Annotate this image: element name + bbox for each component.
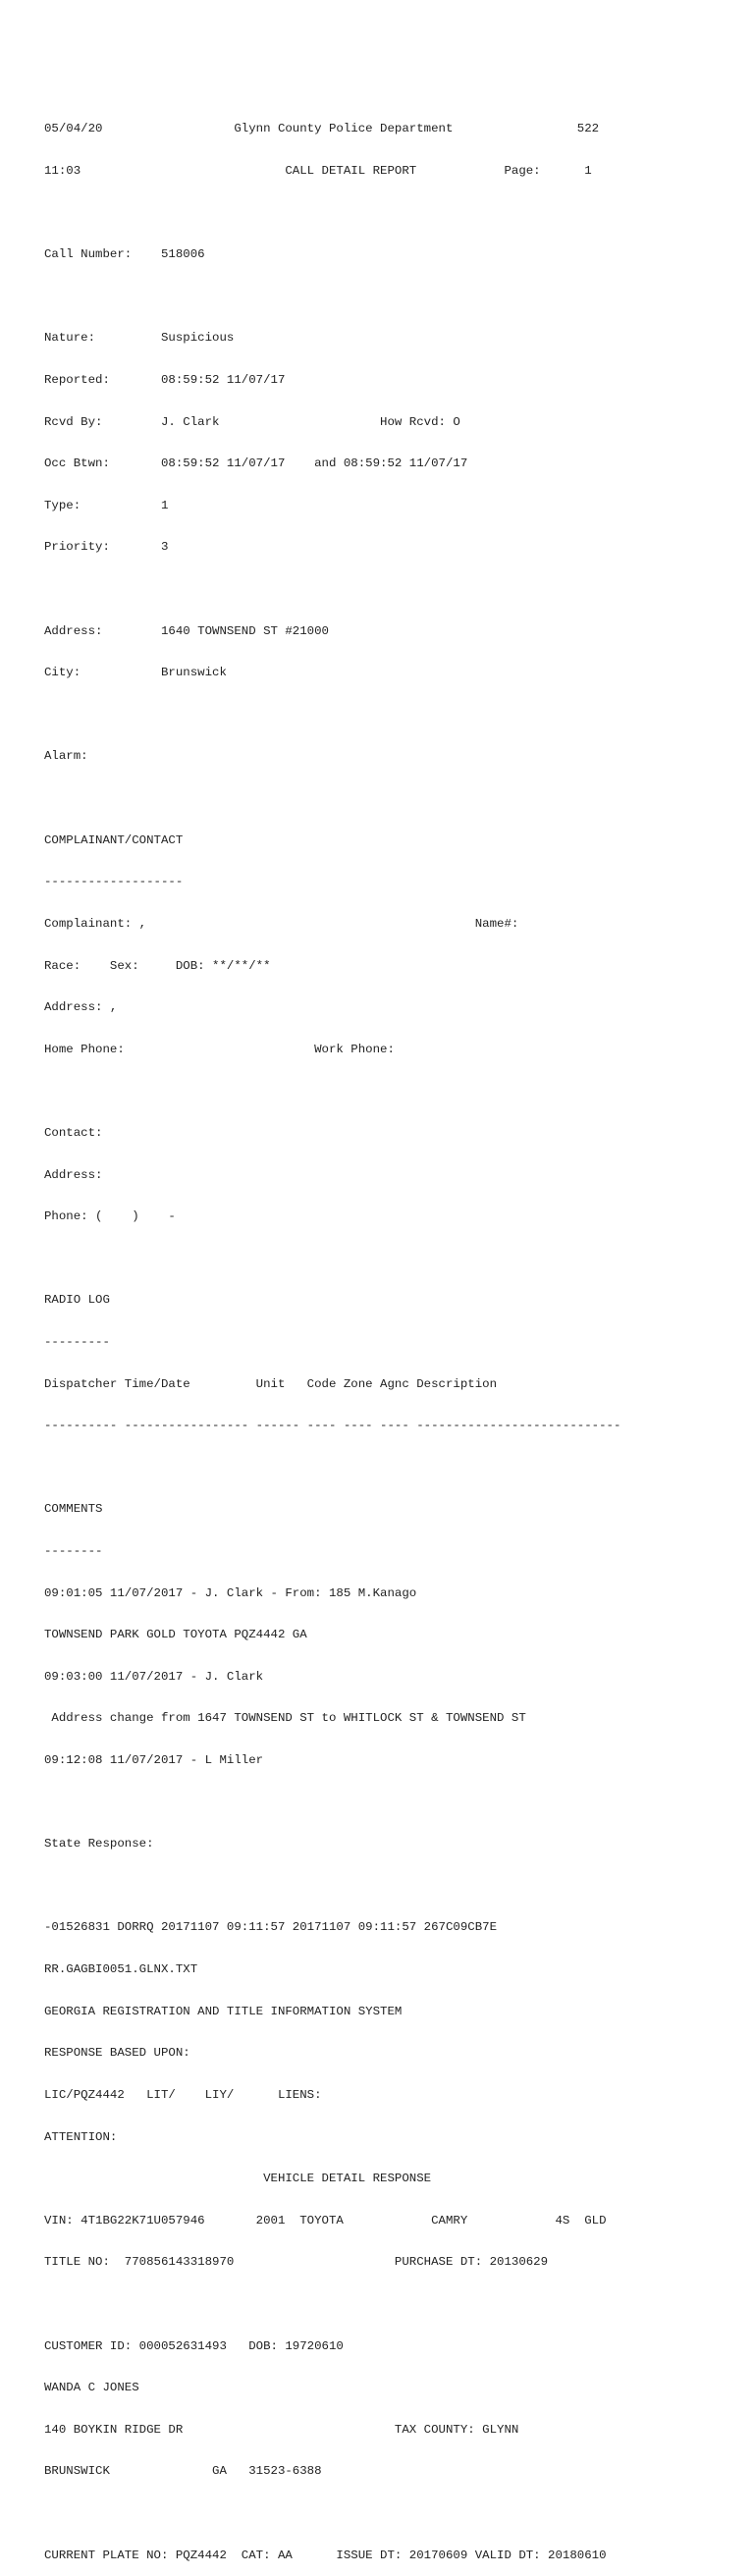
- blank-line: [44, 582, 620, 596]
- blank-line: [44, 290, 620, 303]
- radio-log-column-rule: ---------- ----------------- ------ ---- ---- ---- ----------------------------: [44, 1419, 621, 1433]
- nature-line: Nature: Suspicious: [44, 331, 235, 346]
- priority-line: Priority: 3: [44, 540, 169, 555]
- current-plate-line: CURRENT PLATE NO: PQZ4442 CAT: AA ISSUE DT: 20170609 VALID DT: 20180610: [44, 2548, 607, 2562]
- alarm-line: Alarm:: [44, 749, 88, 764]
- type-line: Type: 1: [44, 498, 169, 512]
- call-number-line: Call Number: 518006: [44, 247, 205, 262]
- comments-heading: COMMENTS: [44, 1502, 103, 1517]
- comment-line: 09:12:08 11/07/2017 - L Miller: [44, 1753, 264, 1768]
- complainant-line: Complainant: , Name#:: [44, 916, 519, 931]
- complainant-address-line: Address: ,: [44, 1000, 118, 1015]
- customer-id-line: CUSTOMER ID: 000052631493 DOB: 19720610: [44, 2338, 344, 2353]
- comment-line: Address change from 1647 TOWNSEND ST to WHITLOCK ST & TOWNSEND ST: [44, 1711, 526, 1726]
- comment-line: TOWNSEND PARK GOLD TOYOTA PQZ4442 GA: [44, 1628, 307, 1642]
- state-response-line: GEORGIA REGISTRATION AND TITLE INFORMATION SYSTEM: [44, 2004, 403, 2018]
- radio-log-heading: RADIO LOG: [44, 1293, 110, 1308]
- owner-name-line: WANDA C JONES: [44, 2381, 139, 2395]
- heading-underline: --------: [44, 1544, 103, 1558]
- blank-line: [44, 1879, 620, 1893]
- state-response-heading: State Response:: [44, 1837, 154, 1852]
- phones-line: Home Phone: Work Phone:: [44, 1042, 395, 1056]
- blank-line: [44, 206, 620, 220]
- complainant-contact-heading: COMPLAINANT/CONTACT: [44, 832, 184, 847]
- title-number-line: TITLE NO: 770856143318970 PURCHASE DT: 20130629: [44, 2255, 549, 2270]
- contact-address-line: Address:: [44, 1167, 103, 1182]
- heading-underline: ---------: [44, 1334, 110, 1349]
- blank-line: [44, 708, 620, 722]
- header-line-time-report-page: 11:03 CALL DETAIL REPORT Page: 1: [44, 164, 592, 179]
- occurred-between-line: Occ Btwn: 08:59:52 11/07/17 and 08:59:52 11/07/17: [44, 456, 468, 471]
- contact-line: Contact:: [44, 1125, 103, 1140]
- race-sex-dob-line: Race: Sex: DOB: **/**/**: [44, 958, 271, 973]
- blank-line: [44, 1252, 620, 1265]
- vin-line: VIN: 4T1BG22K71U057946 2001 TOYOTA CAMRY 4S GLD: [44, 2213, 607, 2227]
- comment-line: 09:01:05 11/07/2017 - J. Clark - From: 185 M.Kanago: [44, 1585, 417, 1600]
- blank-line: [44, 791, 620, 805]
- owner-city-line: BRUNSWICK GA 31523-6388: [44, 2464, 322, 2479]
- blank-line: [44, 1084, 620, 1098]
- reported-line: Reported: 08:59:52 11/07/17: [44, 373, 286, 388]
- heading-underline: -------------------: [44, 875, 184, 889]
- state-response-line: -01526831 DORRQ 20171107 09:11:57 20171107 09:11:57 267C09CB7E: [44, 1920, 498, 1935]
- state-response-line: RR.GAGBI0051.GLNX.TXT: [44, 1962, 198, 1977]
- state-response-line: ATTENTION:: [44, 2129, 118, 2144]
- received-by-line: Rcvd By: J. Clark How Rcvd: O: [44, 414, 460, 429]
- vehicle-detail-heading: VEHICLE DETAIL RESPONSE: [44, 2172, 432, 2186]
- blank-line: [44, 1461, 620, 1475]
- city-line: City: Brunswick: [44, 666, 227, 680]
- contact-phone-line: Phone: ( ) -: [44, 1209, 176, 1224]
- comment-line: 09:03:00 11/07/2017 - J. Clark: [44, 1669, 264, 1684]
- blank-line: [44, 2297, 620, 2311]
- header-line-date-title-number: 05/04/20 Glynn County Police Department 522: [44, 122, 600, 136]
- state-response-line: LIC/PQZ4442 LIT/ LIY/ LIENS:: [44, 2087, 322, 2102]
- owner-street-line: 140 BOYKIN RIDGE DR TAX COUNTY: GLYNN: [44, 2422, 519, 2437]
- address-line: Address: 1640 TOWNSEND ST #21000: [44, 623, 329, 638]
- blank-line: [44, 2506, 620, 2520]
- call-detail-report-document: [44, 94, 620, 2576]
- state-response-line: RESPONSE BASED UPON:: [44, 2046, 190, 2061]
- radio-log-column-headers: Dispatcher Time/Date Unit Code Zone Agnc Description: [44, 1376, 498, 1391]
- blank-line: [44, 1796, 620, 1809]
